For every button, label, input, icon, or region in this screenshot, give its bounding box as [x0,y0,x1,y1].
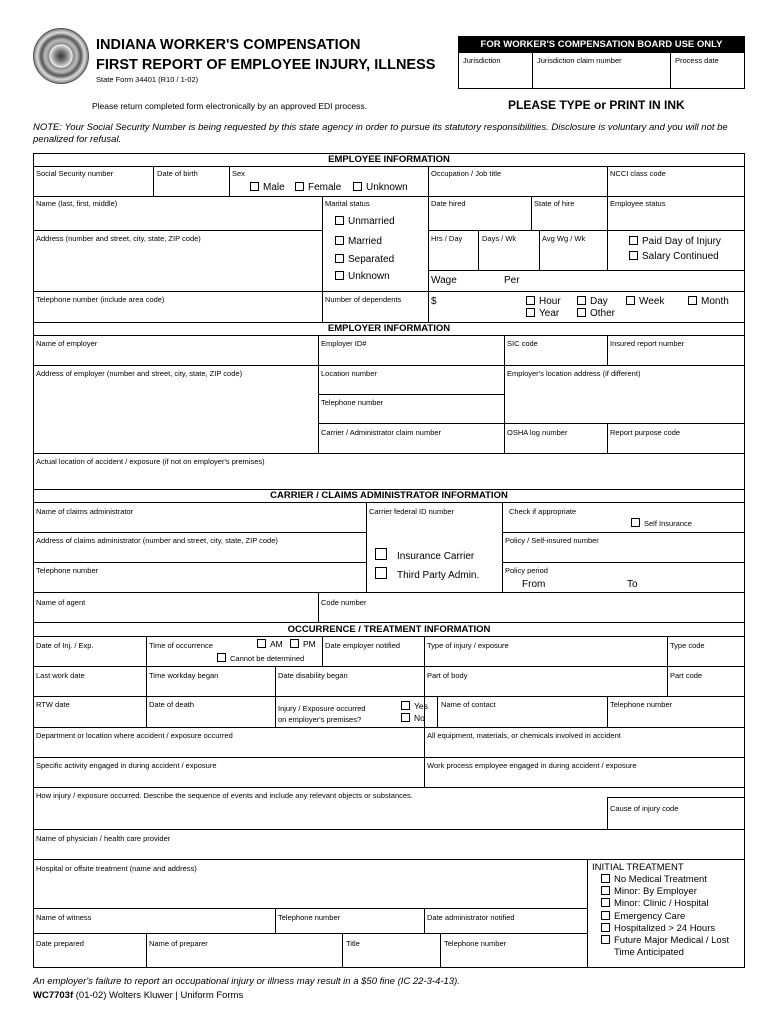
per-day-checkbox[interactable]: Day [577,296,608,307]
sex-female-checkbox[interactable]: Female [295,182,341,193]
fine-notice: An employer's failure to report an occupational injury or illness may result in a $50 fine (IC 22-3-4-13). [33,976,460,987]
date-employer-notified-field[interactable]: Date employer notified [325,641,401,650]
part-code-field[interactable]: Part code [670,671,703,680]
sic-code-field[interactable]: SIC code [507,339,538,348]
employee-status-field[interactable]: Employee status [610,199,666,208]
married-checkbox[interactable]: Married [335,236,382,247]
policy-period-label: Policy period [505,566,548,575]
admin-notified-field[interactable]: Date administrator notified [427,913,515,922]
form-number: State Form 34401 (R10 / 1-02) [96,75,199,84]
preparer-phone-field[interactable]: Telephone number [444,939,507,948]
wage-label: Wage [431,275,457,286]
board-use-title: FOR WORKER'S COMPENSATION BOARD USE ONLY [459,37,744,53]
salary-continued-checkbox[interactable]: Salary Continued [629,251,719,262]
claim-number-field[interactable] [533,53,671,89]
sex-unknown-checkbox[interactable]: Unknown [353,182,408,193]
dob-field[interactable]: Date of birth [157,169,198,178]
avg-wage-field[interactable]: Avg Wg / Wk [542,234,586,243]
days-wk-field[interactable]: Days / Wk [482,234,517,243]
dependents-field[interactable]: Number of dependents [325,295,402,304]
employee-phone-field[interactable]: Telephone number (include area code) [36,295,165,304]
premises-yes-checkbox[interactable]: Yes [401,701,428,711]
report-purpose-field[interactable]: Report purpose code [610,428,681,437]
per-year-checkbox[interactable]: Year [526,308,559,319]
return-note: Please return completed form electronically by an approved EDI process. [92,101,367,111]
self-insurance-checkbox[interactable]: Self Insurance [631,518,692,528]
osha-log-field[interactable]: OSHA log number [507,428,568,437]
indiana-state-seal [33,28,89,84]
sex-male-checkbox[interactable]: Male [250,182,285,193]
insured-report-field[interactable]: Insured report number [610,339,685,348]
print-note: PLEASE TYPE or PRINT IN INK [508,98,685,112]
location-number-field[interactable]: Location number [321,369,377,378]
occurrence-section-title: OCCURRENCE / TREATMENT INFORMATION [287,624,491,635]
marital-unknown-checkbox[interactable]: Unknown [335,271,390,282]
unmarried-checkbox[interactable]: Unmarried [335,216,395,227]
treat-time-anticipated-label: Time Anticipated [614,947,684,958]
sex-label: Sex [232,169,245,178]
carrier-fed-id-field[interactable]: Carrier federal ID number [369,507,455,516]
employee-section-title: EMPLOYEE INFORMATION [328,154,450,165]
how-injury-field[interactable]: How injury / exposure occurred. Describe the sequence of events and include any relevant objects or substances. [36,791,413,800]
rtw-date-field[interactable]: RTW date [36,700,70,709]
per-label: Per [504,275,520,286]
form-subtitle: FIRST REPORT OF EMPLOYEE INJURY, ILLNESS [96,57,436,73]
premises-label-2: on employer's premises? [278,715,362,724]
publisher-footer [33,990,243,1001]
pm-checkbox[interactable]: PM [290,639,316,649]
state-hire-field[interactable]: State of hire [534,199,575,208]
workday-began-field[interactable]: Time workday began [149,671,219,680]
policy-from-field[interactable]: From [522,579,546,590]
jurisdiction-field[interactable] [459,53,533,89]
preparer-title-field[interactable]: Title [346,939,360,948]
equipment-field[interactable]: All equipment, materials, or chemicals involved in accident [427,731,621,740]
publisher-name: (01-02) Wolters Kluwer | Uniform Forms [75,990,244,1001]
treat-minor-employer-checkbox[interactable]: Minor: By Employer [601,886,697,897]
witness-name-field[interactable]: Name of witness [36,913,92,922]
employer-section-title: EMPLOYER INFORMATION [327,323,451,334]
time-occurrence-label[interactable]: Time of occurrence [149,641,213,650]
employer-address-field[interactable]: Address of employer (number and street, city, state, ZIP code) [36,369,243,378]
activity-field[interactable]: Specific activity engaged in during accident / exposure [36,761,217,770]
initial-treatment-title: INITIAL TREATMENT [592,862,684,873]
type-code-field[interactable]: Type code [670,641,705,650]
separated-checkbox[interactable]: Separated [335,254,394,265]
date-hired-field[interactable]: Date hired [431,199,466,208]
insurance-carrier-checkbox[interactable]: Insurance Carrier [375,548,474,562]
location-address-field[interactable]: Employer's location address (if different) [507,369,641,378]
date-death-field[interactable]: Date of death [149,700,195,709]
agent-name-field[interactable]: Name of agent [36,598,86,607]
third-party-admin-checkbox[interactable]: Third Party Admin. [375,567,479,581]
part-body-field[interactable]: Part of body [427,671,468,680]
treat-minor-clinic-checkbox[interactable]: Minor: Clinic / Hospital [601,898,709,909]
per-hour-checkbox[interactable]: Hour [526,296,561,307]
policy-number-field[interactable]: Policy / Self-insured number [505,536,599,545]
board-use-box [458,36,745,89]
ssn-field[interactable]: Social Security number [36,169,114,178]
hospital-field[interactable]: Hospital or offsite treatment (name and address) [36,864,197,873]
paid-day-checkbox[interactable]: Paid Day of Injury [629,236,721,247]
date-injury-field[interactable]: Date of Inj. / Exp. [36,641,94,650]
type-injury-field[interactable]: Type of injury / exposure [427,641,509,650]
employee-address-field[interactable]: Address (number and street, city, state, ZIP code) [36,234,201,243]
employer-phone-field[interactable]: Telephone number [321,398,384,407]
claims-admin-address-field[interactable]: Address of claims administrator (number and street, city, state, ZIP code) [36,536,278,545]
witness-phone-field[interactable]: Telephone number [278,913,341,922]
contact-name-field[interactable]: Name of contact [441,700,496,709]
am-checkbox[interactable]: AM [257,639,283,649]
ssn-note: NOTE: Your Social Security Number is being requested by this state agency in order to pursue its statutory responsibilities. Disclosure is voluntary and you will not be penalized for refusal. [33,122,728,145]
form-title: INDIANA WORKER'S COMPENSATION [96,37,361,53]
process-date-label: Process date [675,56,719,65]
treat-future-major-checkbox[interactable]: Future Major Medical / Lost [601,935,729,946]
employer-name-field[interactable]: Name of employer [36,339,98,348]
disability-began-field[interactable]: Date disability began [278,671,348,680]
cause-code-field[interactable]: Cause of injury code [610,804,679,813]
carrier-phone-field[interactable]: Telephone number [36,566,99,575]
cannot-determine-checkbox[interactable]: Cannot be determined [217,653,304,663]
jurisdiction-label: Jurisdiction [463,56,501,65]
hrs-day-field[interactable]: Hrs / Day [431,234,463,243]
carrier-claim-field[interactable]: Carrier / Administrator claim number [321,428,442,437]
contact-phone-field[interactable]: Telephone number [610,700,673,709]
process-date-field[interactable] [671,53,746,89]
carrier-section-title: CARRIER / CLAIMS ADMINISTRATOR INFORMATION [270,490,508,501]
claims-admin-name-field[interactable]: Name of claims administrator [36,507,134,516]
policy-to-field[interactable]: To [627,579,638,590]
date-prepared-field[interactable]: Date prepared [36,939,84,948]
treat-no-medical-checkbox[interactable]: No Medical Treatment [601,874,707,885]
preparer-name-field[interactable]: Name of preparer [149,939,208,948]
agent-code-field[interactable]: Code number [321,598,367,607]
claim-number-label: Jurisdiction claim number [537,56,622,65]
per-month-checkbox[interactable]: Month [688,296,729,307]
premises-label-1: Injury / Exposure occurred [278,704,366,713]
employee-name-field[interactable]: Name (last, first, middle) [36,199,118,208]
physician-field[interactable]: Name of physician / health care provider [36,834,171,843]
per-week-checkbox[interactable]: Week [626,296,664,307]
department-field[interactable]: Department or location where accident / exposure occurred [36,731,233,740]
premises-no-checkbox[interactable]: No [401,713,425,723]
employer-id-field[interactable]: Employer ID# [321,339,367,348]
treat-hospitalized-checkbox[interactable]: Hospitalized > 24 Hours [601,923,715,934]
ncci-field[interactable]: NCCI class code [610,169,666,178]
work-process-field[interactable]: Work process employee engaged in during accident / exposure [427,761,637,770]
treat-emergency-checkbox[interactable]: Emergency Care [601,911,685,922]
accident-location-field[interactable]: Actual location of accident / exposure (if not on employer's premises) [36,457,265,466]
wage-dollar-field[interactable]: $ [431,296,437,307]
check-appropriate-label: Check if appropriate [509,507,577,516]
per-other-checkbox[interactable]: Other [577,308,615,319]
form-code: WC7703f [33,990,74,1001]
occupation-field[interactable]: Occupation / Job title [431,169,502,178]
marital-label: Marital status [325,199,370,208]
last-work-date-field[interactable]: Last work date [36,671,85,680]
